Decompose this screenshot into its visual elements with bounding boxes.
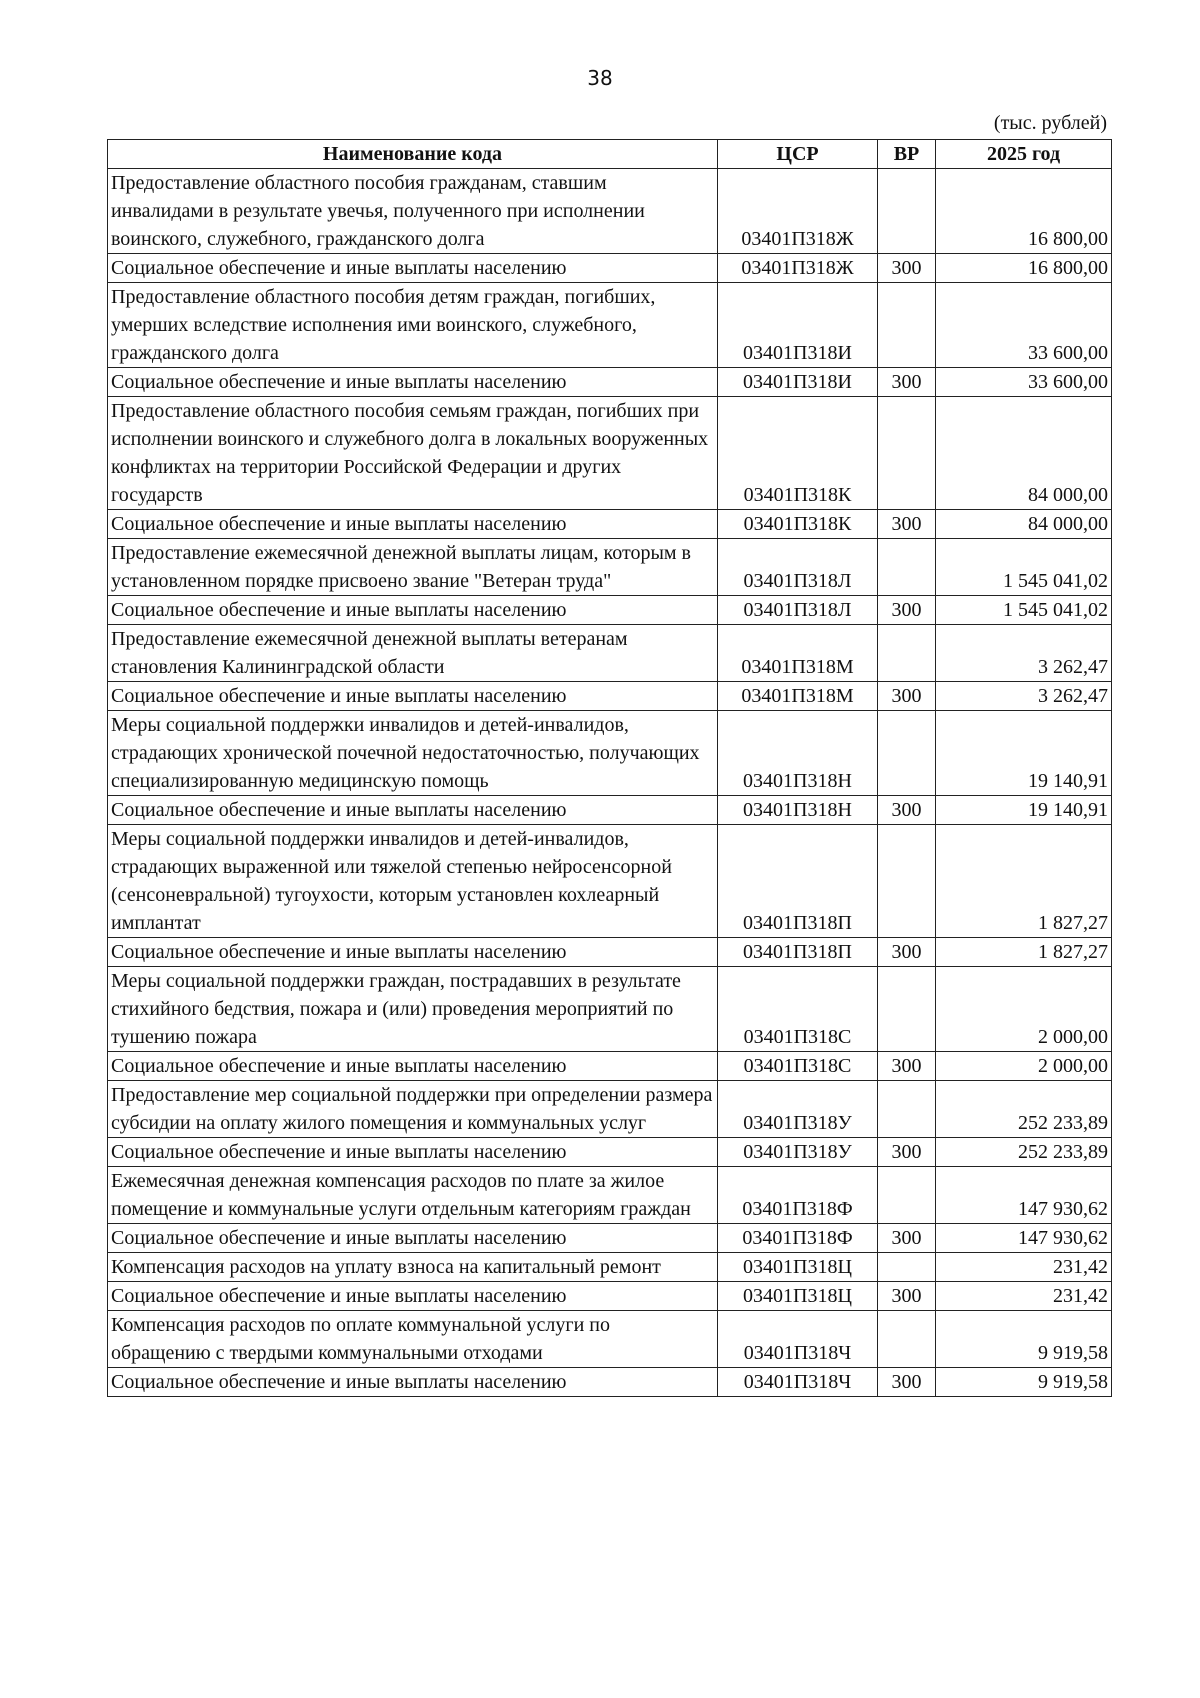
cell-vr <box>878 1311 936 1368</box>
header-code: ЦСР <box>718 140 878 169</box>
cell-vr <box>878 625 936 682</box>
cell-code: 03401П318Ф <box>718 1167 878 1224</box>
cell-name: Социальное обеспечение и иные выплаты населению <box>108 254 718 283</box>
table-row <box>108 1253 1112 1282</box>
cell-vr: 300 <box>878 1052 936 1081</box>
cell-amount: 147 930,62 <box>936 1167 1112 1224</box>
cell-name: Компенсация расходов на уплату взноса на капитальный ремонт <box>108 1253 718 1282</box>
cell-name: Социальное обеспечение и иные выплаты населению <box>108 596 718 625</box>
cell-code: 03401П318С <box>718 967 878 1052</box>
table-row <box>108 1224 1112 1253</box>
cell-code: 03401П318Ж <box>718 169 878 254</box>
cell-vr <box>878 1081 936 1138</box>
cell-code: 03401П318Ж <box>718 254 878 283</box>
cell-name: Социальное обеспечение и иные выплаты населению <box>108 368 718 397</box>
cell-amount: 1 827,27 <box>936 825 1112 938</box>
cell-amount: 3 262,47 <box>936 625 1112 682</box>
cell-vr: 300 <box>878 1138 936 1167</box>
table-row <box>108 1282 1112 1311</box>
cell-name: Меры социальной поддержки инвалидов и детей-инвалидов, страдающих выраженной или тяжелой степенью нейросенсорной (сенсоневральной) тугоухости, которым установлен кохлеарный имплантат <box>108 825 718 938</box>
cell-amount: 1 545 041,02 <box>936 596 1112 625</box>
cell-name: Предоставление ежемесячной денежной выплаты лицам, которым в установленном порядке присвоено звание "Ветеран труда" <box>108 539 718 596</box>
cell-vr <box>878 539 936 596</box>
cell-code: 03401П318К <box>718 510 878 539</box>
page-number: 38 <box>587 66 613 90</box>
table-row <box>108 254 1112 283</box>
units-note: (тыс. рублей) <box>993 112 1107 134</box>
cell-code: 03401П318Ц <box>718 1282 878 1311</box>
cell-name: Компенсация расходов по оплате коммунальной услуги по обращению с твердыми коммунальными отходами <box>108 1311 718 1368</box>
cell-vr: 300 <box>878 1368 936 1397</box>
cell-amount: 2 000,00 <box>936 967 1112 1052</box>
table-row <box>108 967 1112 1052</box>
cell-vr <box>878 283 936 368</box>
header-year: 2025 год <box>936 140 1112 169</box>
cell-amount: 3 262,47 <box>936 682 1112 711</box>
table-row <box>108 510 1112 539</box>
cell-vr: 300 <box>878 682 936 711</box>
cell-name: Социальное обеспечение и иные выплаты населению <box>108 1224 718 1253</box>
cell-name: Предоставление областного пособия детям граждан, погибших, умерших вследствие исполнения ими воинского, служебного, гражданского долга <box>108 283 718 368</box>
cell-code: 03401П318П <box>718 825 878 938</box>
cell-vr <box>878 967 936 1052</box>
cell-name: Социальное обеспечение и иные выплаты населению <box>108 1282 718 1311</box>
table-row <box>108 283 1112 368</box>
cell-amount: 84 000,00 <box>936 397 1112 510</box>
cell-code: 03401П318Н <box>718 796 878 825</box>
cell-vr: 300 <box>878 1224 936 1253</box>
cell-code: 03401П318У <box>718 1081 878 1138</box>
cell-amount: 1 545 041,02 <box>936 539 1112 596</box>
table-row <box>108 1167 1112 1224</box>
cell-amount: 252 233,89 <box>936 1081 1112 1138</box>
cell-code: 03401П318М <box>718 625 878 682</box>
table-row <box>108 1138 1112 1167</box>
table-row <box>108 368 1112 397</box>
cell-amount: 16 800,00 <box>936 254 1112 283</box>
cell-amount: 33 600,00 <box>936 368 1112 397</box>
table-row <box>108 1368 1112 1397</box>
cell-amount: 19 140,91 <box>936 796 1112 825</box>
cell-amount: 16 800,00 <box>936 169 1112 254</box>
cell-amount: 33 600,00 <box>936 283 1112 368</box>
cell-code: 03401П318Н <box>718 711 878 796</box>
cell-amount: 9 919,58 <box>936 1368 1112 1397</box>
header-vr: ВР <box>878 140 936 169</box>
cell-code: 03401П318Ф <box>718 1224 878 1253</box>
table-row <box>108 1311 1112 1368</box>
cell-amount: 19 140,91 <box>936 711 1112 796</box>
cell-vr: 300 <box>878 254 936 283</box>
cell-vr: 300 <box>878 938 936 967</box>
cell-name: Социальное обеспечение и иные выплаты населению <box>108 938 718 967</box>
table-row <box>108 1052 1112 1081</box>
header-name: Наименование кода <box>108 140 718 169</box>
cell-amount: 147 930,62 <box>936 1224 1112 1253</box>
cell-code: 03401П318Л <box>718 596 878 625</box>
cell-amount: 231,42 <box>936 1282 1112 1311</box>
cell-vr <box>878 1167 936 1224</box>
cell-name: Социальное обеспечение и иные выплаты населению <box>108 682 718 711</box>
cell-vr <box>878 825 936 938</box>
table-row <box>108 682 1112 711</box>
cell-vr: 300 <box>878 596 936 625</box>
cell-name: Социальное обеспечение и иные выплаты населению <box>108 510 718 539</box>
cell-amount: 252 233,89 <box>936 1138 1112 1167</box>
cell-code: 03401П318У <box>718 1138 878 1167</box>
cell-amount: 2 000,00 <box>936 1052 1112 1081</box>
cell-vr: 300 <box>878 1282 936 1311</box>
cell-amount: 1 827,27 <box>936 938 1112 967</box>
cell-amount: 231,42 <box>936 1253 1112 1282</box>
table-row <box>108 625 1112 682</box>
cell-code: 03401П318Ч <box>718 1311 878 1368</box>
cell-name: Социальное обеспечение и иные выплаты населению <box>108 1138 718 1167</box>
cell-vr: 300 <box>878 796 936 825</box>
cell-code: 03401П318М <box>718 682 878 711</box>
cell-name: Предоставление областного пособия гражданам, ставшим инвалидами в результате увечья, полученного при исполнении воинского, служебного, гражданского долга <box>108 169 718 254</box>
cell-name: Предоставление областного пособия семьям граждан, погибших при исполнении воинского и служебного долга в локальных вооруженных конфликтах на территории Российской Федерации и других государств <box>108 397 718 510</box>
table-header-row <box>108 140 1112 169</box>
cell-name: Социальное обеспечение и иные выплаты населению <box>108 1052 718 1081</box>
table-row <box>108 938 1112 967</box>
cell-code: 03401П318П <box>718 938 878 967</box>
table-row <box>108 397 1112 510</box>
cell-code: 03401П318К <box>718 397 878 510</box>
table-row <box>108 796 1112 825</box>
table-row <box>108 711 1112 796</box>
cell-name: Ежемесячная денежная компенсация расходов по плате за жилое помещение и коммунальные услуги отдельным категориям граждан <box>108 1167 718 1224</box>
table-row <box>108 825 1112 938</box>
cell-name: Предоставление ежемесячной денежной выплаты ветеранам становления Калининградской области <box>108 625 718 682</box>
cell-name: Меры социальной поддержки инвалидов и детей-инвалидов, страдающих хронической почечной недостаточностью, получающих специализированную медицинскую помощь <box>108 711 718 796</box>
cell-code: 03401П318Ч <box>718 1368 878 1397</box>
table-row <box>108 169 1112 254</box>
table-row <box>108 1081 1112 1138</box>
cell-amount: 9 919,58 <box>936 1311 1112 1368</box>
cell-vr: 300 <box>878 510 936 539</box>
table-body <box>108 169 1112 1397</box>
cell-vr <box>878 169 936 254</box>
table-row <box>108 539 1112 596</box>
cell-vr <box>878 397 936 510</box>
cell-name: Социальное обеспечение и иные выплаты населению <box>108 1368 718 1397</box>
cell-code: 03401П318Ц <box>718 1253 878 1282</box>
cell-code: 03401П318Л <box>718 539 878 596</box>
cell-name: Меры социальной поддержки граждан, пострадавших в результате стихийного бедствия, пожара и (или) проведения мероприятий по тушению пожара <box>108 967 718 1052</box>
cell-name: Предоставление мер социальной поддержки при определении размера субсидии на оплату жилого помещения и коммунальных услуг <box>108 1081 718 1138</box>
budget-table <box>107 139 1112 1397</box>
cell-vr <box>878 711 936 796</box>
cell-vr: 300 <box>878 368 936 397</box>
cell-name: Социальное обеспечение и иные выплаты населению <box>108 796 718 825</box>
cell-code: 03401П318И <box>718 283 878 368</box>
table-row <box>108 596 1112 625</box>
cell-code: 03401П318И <box>718 368 878 397</box>
cell-vr <box>878 1253 936 1282</box>
cell-amount: 84 000,00 <box>936 510 1112 539</box>
cell-code: 03401П318С <box>718 1052 878 1081</box>
